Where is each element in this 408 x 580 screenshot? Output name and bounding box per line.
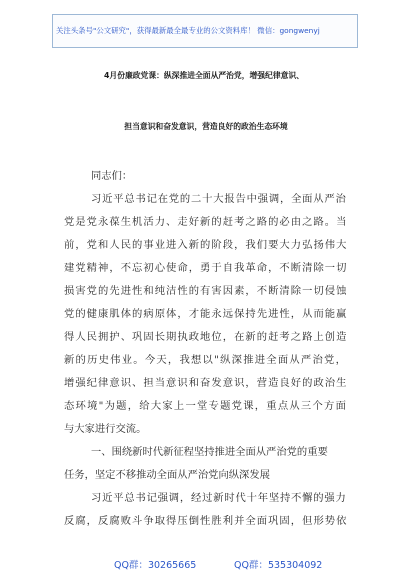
- body-line: 增强纪律意识、担当意识和奋发意识，营造良好的政治生: [64, 377, 348, 389]
- body-line: 习近平总书记强调，经过新时代十年坚持不懈的强力: [91, 492, 347, 504]
- section-heading-line-2: 任务，坚定不移推动全面从严治党向纵深发展: [64, 469, 270, 481]
- footer-qq-group-1: QQ群：30265665: [114, 560, 197, 571]
- body-line: 态环境"为题，给大家上一堂专题党课，重点从三个方面: [64, 400, 348, 412]
- body-line: 党的健康肌体的病原体，才能永远保持先进性，从而能赢: [64, 308, 348, 320]
- body-line: 建党精神，不忘初心使命，勇于自我革命，不断清除一切: [64, 262, 348, 274]
- body-line: 反腐，反腐败斗争取得压倒性胜利并全面巩固，但形势依: [64, 515, 348, 527]
- body-line: 新的历史伟业。今天，我想以"纵深推进全面从严治党，: [64, 354, 348, 366]
- body-line: 习近平总书记在党的二十大报告中强调，全面从严治: [91, 193, 347, 205]
- body-line: 得人民拥护、巩固长期执政地位，在新的赶考之路上创造: [64, 331, 348, 343]
- body-line: 损害党的先进性和纯洁性的有害因素，不断清除一切侵蚀: [64, 285, 348, 297]
- section-heading-line-1: 一、围绕新时代新征程坚持推进全面从严治党的重要: [91, 446, 328, 458]
- document-title-line-1: 4月份廉政党课：纵深推进全面从严治党，增强纪律意识、: [104, 71, 304, 80]
- header-banner-text: 关注头条号"公文研究"，获得最新最全最专业的公文资料库！ 微信：gongwenyj: [56, 26, 320, 35]
- body-line: 前，党和人民的事业进入新的阶段，我们要大力弘扬伟大: [64, 239, 348, 251]
- document-title-line-2: 担当意识和奋发意识，营造良好的政治生态环境: [124, 122, 288, 131]
- footer-qq-group-2: QQ群：535304092: [234, 560, 323, 571]
- body-line: 党是党永葆生机活力、走好新的赶考之路的必由之路。当: [64, 216, 348, 228]
- body-line: 与大家进行交流。: [64, 423, 147, 435]
- salutation: 同志们：: [91, 170, 133, 182]
